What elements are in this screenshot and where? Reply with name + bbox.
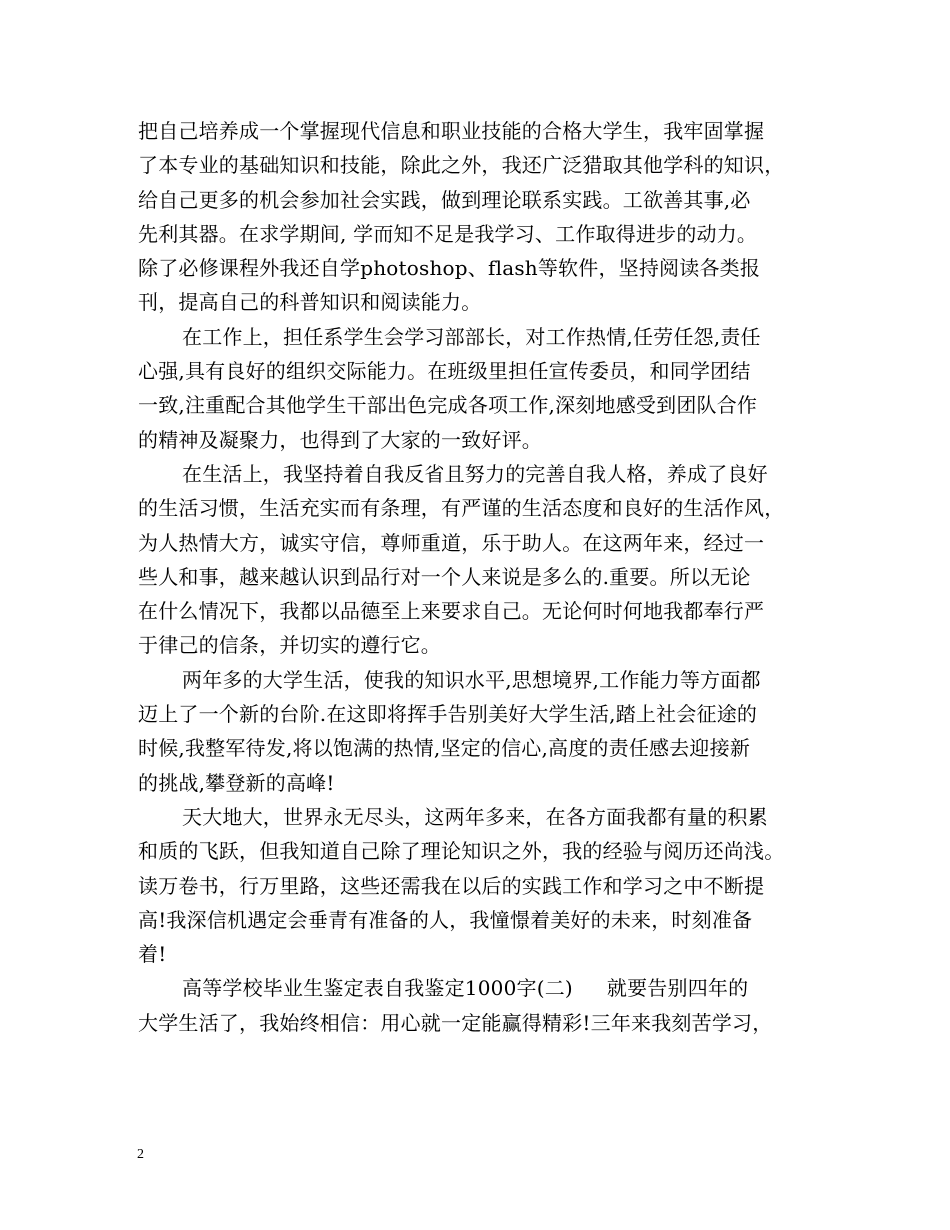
text-line: 先利其器。在求学期间, 学而知不足是我学习、工作取得进步的动力。 — [138, 221, 758, 246]
page-number: 2 — [137, 1147, 144, 1162]
text-line: 刊，提高自己的科普知识和阅读能力。 — [138, 290, 482, 315]
section-heading-line — [138, 971, 818, 1005]
text-line: 读万卷书，行万里路，这些还需我在以后的实践工作和学习之中不断提 — [138, 873, 765, 898]
paragraph-start-line: 两年多的大学生活，使我的知识水平,思想境界,工作能力等方面都 — [182, 667, 761, 692]
paragraph-start-line: 在生活上，我坚持着自我反省且努力的完善自我人格，养成了良好 — [182, 461, 768, 486]
text-line: 的精神及凝聚力，也得到了大家的一致好评。 — [138, 427, 542, 452]
text-line: 的挑战,攀登新的高峰! — [138, 770, 335, 795]
text-line: 着! — [138, 942, 167, 967]
text-line: 为人热情大方，诚实守信，尊师重道，乐于助人。在这两年来，经过一 — [138, 530, 765, 555]
text-line: 时候,我整军待发,将以饱满的热情,坚定的信心,高度的责任感去迎接新 — [138, 736, 751, 761]
text-line: 迈上了一个新的台阶.在这即将挥手告别美好大学生活,踏上社会征途的 — [138, 702, 758, 727]
text-line: 给自己更多的机会参加社会实践，做到理论联系实践。工欲善其事,必 — [138, 187, 751, 212]
text-line: 大学生活了，我始终相信：用心就一定能赢得精彩!三年来我刻苦学习， — [138, 1010, 773, 1035]
text-line: 的生活习惯，生活充实而有条理，有严谨的生活态度和良好的生活作风， — [138, 496, 785, 521]
text-line: 一致,注重配合其他学生干部出色完成各项工作,深刻地感受到团队合作 — [138, 393, 758, 418]
text-line: 除了必修课程外我还自学photoshop、flash等软件，坚持阅读各类报 — [138, 256, 761, 281]
document-body — [138, 114, 818, 1040]
section-text: 就要告别四年的 — [606, 976, 749, 1001]
text-line: 心强,具有良好的组织交际能力。在班级里担任宣传委员，和同学团结 — [138, 359, 751, 384]
text-line: 于律己的信条，并切实的遵行它。 — [138, 633, 441, 658]
text-line: 高!我深信机遇定会垂青有准备的人，我憧憬着美好的未来，时刻准备 — [138, 907, 753, 932]
text-line: 些人和事，越来越认识到品行对一个人来说是多么的.重要。所以无论 — [138, 564, 751, 589]
text-line: 把自己培养成一个掌握现代信息和职业技能的合格大学生，我牢固掌握 — [138, 119, 765, 143]
paragraph-start-line: 天大地大，世界永无尽头，这两年多来，在各方面我都有量的积累 — [182, 804, 768, 829]
text-line: 和质的飞跃，但我知道自己除了理论知识之外，我的经验与阅历还尚浅。 — [138, 839, 785, 864]
paragraph-start-line: 在工作上，担任系学生会学习部部长，对工作热情,任劳任怨,责任 — [182, 324, 761, 349]
text-line: 在什么情况下，我都以品德至上来要求自己。无论何时何地我都奉行严 — [138, 599, 765, 624]
text-line: 了本专业的基础知识和技能，除此之外，我还广泛猎取其他学科的知识， — [138, 153, 785, 178]
section-heading: 高等学校毕业生鉴定表自我鉴定1000字(二) — [182, 976, 573, 1001]
